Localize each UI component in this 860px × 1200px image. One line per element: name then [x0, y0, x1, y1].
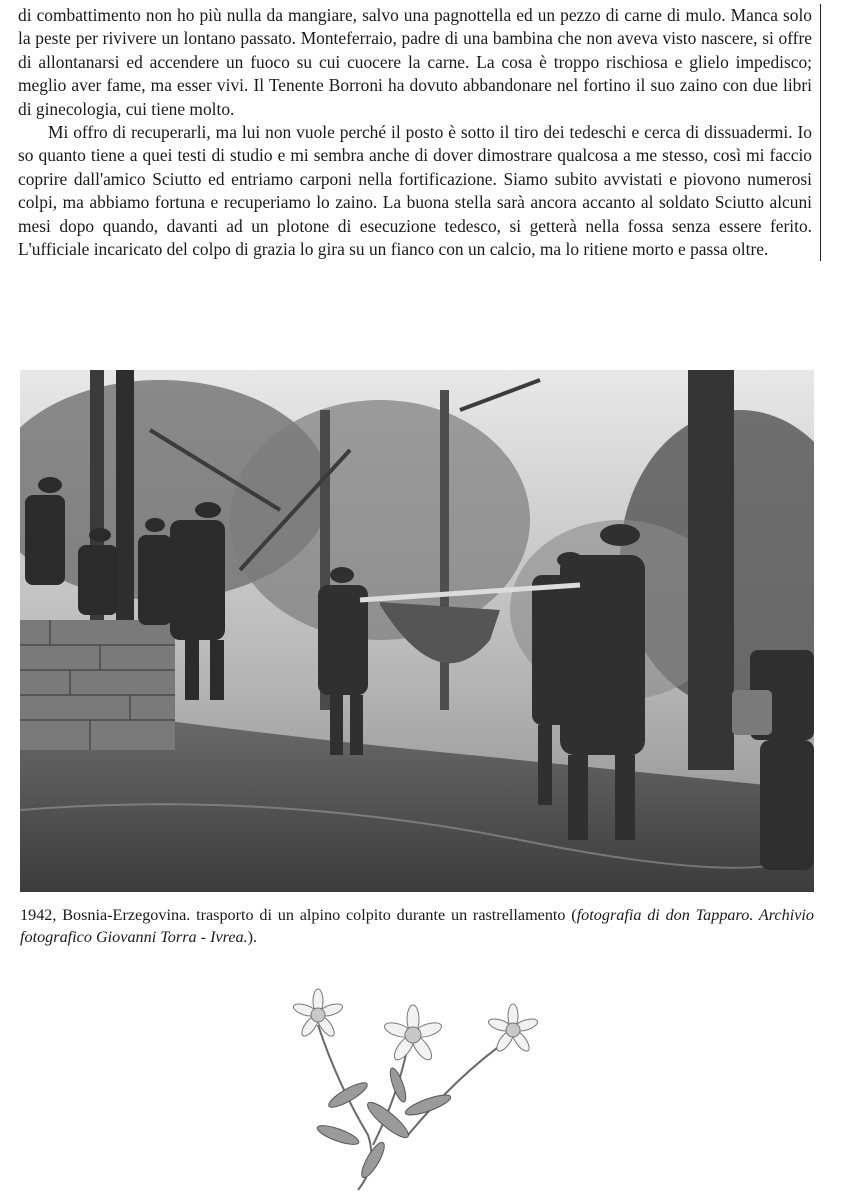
body-text: [18, 4, 821, 261]
photo-caption: [20, 904, 814, 948]
edelweiss-icon: [278, 985, 558, 1195]
caption-text: 1942, Bosnia-Erzegovina. trasporto di un alpino colpito durante un rastrellamento (: [20, 906, 577, 924]
soldiers-photo: [20, 370, 814, 892]
caption-credit: fotografia di don Tapparo. Archivio fotografico Giovanni Torra - Ivrea.: [20, 906, 814, 946]
caption-closing: ).: [247, 928, 258, 946]
paragraph-2: Mi offro di recuperarli, ma lui non vuole perché il posto è sotto il tiro dei tedeschi e cerca di dissuadermi. Io so quanto tiene a quei testi di studio e mi sembra anche di dover dimostrare qualcosa a me stesso, così mi faccio coprire dall'amico Sciutto ed entriamo carponi nella fortificazione. Siamo subito avvistati e piovono numerosi colpi, ma abbiamo fortuna e recuperiamo lo zaino. La buona stella sarà ancora accanto al soldato Sciutto alcuni mesi dopo quando, davanti ad un plotone di esecuzione tedesco, si getterà nella fossa senza essere ferito. L'ufficiale incaricato del colpo di grazia lo gira su un fianco con un calcio, ma lo ritiene morto e passa oltre.: [18, 122, 812, 260]
paragraph-1: di combattimento non ho più nulla da mangiare, salvo una pagnottella ed un pezzo di carne di mulo. Manca solo la peste per rivivere un lontano passato. Monteferraio, padre di una bambina che non aveva visto nascere, si offre di allontanarsi ed accendere un fuoco su cui cuocere la carne. La cosa è troppo rischiosa e glielo impedisco; meglio aver fame, ma esser vivi. Il Tenente Borroni ha dovuto abbandonare nel fortino il suo zaino con due libri di ginecologia, cui tiene molto.: [18, 5, 812, 119]
photo-illustration: [20, 370, 814, 892]
